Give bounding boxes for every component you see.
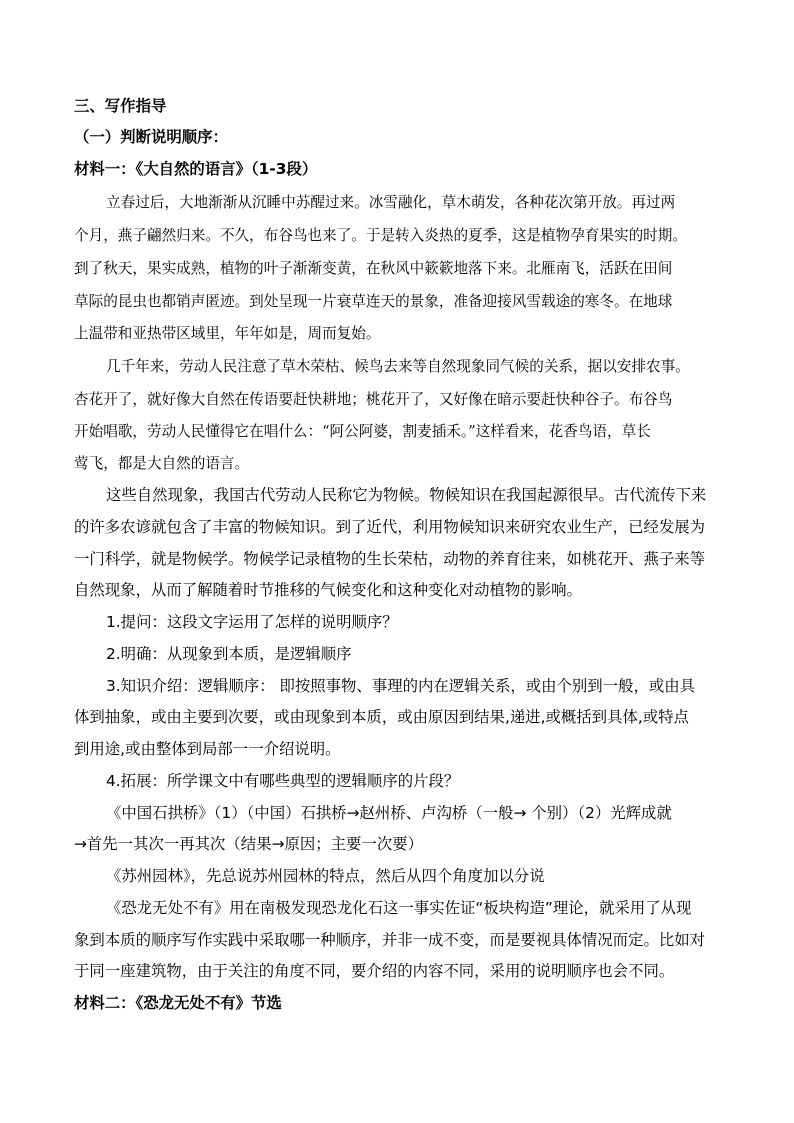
excerpt-p2-line: 开始唱歌，劳动人民懂得它在唱什么：“阿公阿婆，割麦插禾。”这样看来，花香鸟语，草长 <box>74 423 651 440</box>
excerpt-p1-line: 到了秋天，果实成熟，植物的叶子渐渐变黄，在秋风中簌簌地落下来。北雁南飞，活跃在田间 <box>74 260 673 277</box>
excerpt-p3-line: 的许多农谚就包含了丰富的物候知识。到了近代，利用物候知识来研究农业生产，已经发展为 <box>74 518 706 536</box>
question-3-line: 到用途,或由整体到局部一一介绍说明。 <box>74 740 341 758</box>
example-3-line: 于同一座建筑物，由于关注的角度不同，要介绍的内容不同，采用的说明顺序也会不同。 <box>74 962 675 980</box>
excerpt-p1-line: 草际的昆虫也都销声匿迹。到处呈现一片衰草连天的景象，准备迎接风雪载途的寒冬。在地球 <box>74 293 673 310</box>
subsection-heading: （一）判断说明顺序： <box>74 128 228 146</box>
question-3-line: 3.知识介绍：逻辑顺序： 即按照事物、事理的内在逻辑关系，或由个别到一般，或由具 <box>106 677 696 695</box>
example-3-line: 象到本质的顺序写作实践中采取哪一种顺序，并非一成不变，而是要视具体情况而定。比如对 <box>74 931 706 949</box>
excerpt-p2-line: 莺飞，都是大自然的语言。 <box>74 455 250 472</box>
excerpt-p1-line: 个月，燕子翩然归来。不久，布谷鸟也来了。于是转入炎热的夏季，这是植物孕育果实的时期。 <box>74 227 687 244</box>
example-3-line: 《恐龙无处不有》用在南极发现恐龙化石这一事实佐证“板块构造”理论，就采用了从现 <box>106 899 692 917</box>
excerpt-p3-line: 一门科学，就是物候学。物候学记录植物的生长荣枯，动物的养育往来，如桃花开、燕子来等 <box>74 550 706 568</box>
material-two-title: 材料二：《恐龙无处不有》节选 <box>74 994 282 1012</box>
example-1-line: 《中国石拱桥》（1）（中国）石拱桥→赵州桥、卢沟桥（一般→ 个别）（2）光辉成就 <box>106 804 672 822</box>
question-1: 1.提问：这段文字运用了怎样的说明顺序？ <box>106 613 398 631</box>
question-3-line: 体到抽象，或由主要到次要，或由现象到本质，或由原因到结果,递进,或概括到具体,或特点 <box>74 708 689 726</box>
excerpt-p3-line: 这些自然现象，我国古代劳动人民称它为物候。物候知识在我国起源很早。古代流传下来 <box>106 486 707 504</box>
question-2: 2.明确：从现象到本质，是逻辑顺序 <box>106 645 352 663</box>
example-2: 《苏州园林》，先总说苏州园林的特点，然后从四个角度加以分说 <box>106 867 545 885</box>
excerpt-p3-line: 自然现象，从而了解随着时节推移的气候变化和这种变化对动植物的影响。 <box>74 581 582 599</box>
section-heading: 三、写作指导 <box>74 97 167 115</box>
material-one-title: 材料一：《大自然的语言》（1-3段） <box>74 160 318 178</box>
example-1-line: →首先一其次一再其次（结果→原因；主要一次要） <box>74 835 423 853</box>
excerpt-p2-line: 几千年来，劳动人民注意了草木荣枯、候鸟去来等自然现象同气候的关系，据以安排农事。 <box>106 358 690 375</box>
excerpt-p1-line: 上温带和亚热带区域里，年年如是，周而复始。 <box>74 325 381 342</box>
question-4: 4.拓展：所学课文中有哪些典型的逻辑顺序的片段？ <box>106 772 460 790</box>
excerpt-p1-line: 立春过后，大地渐渐从沉睡中苏醒过来。冰雪融化，草木萌发，各种花次第开放。再过两 <box>106 194 676 211</box>
excerpt-p2-line: 杏花开了，就好像大自然在传语要赶快耕地；桃花开了，又好像在暗示要赶快种谷子。布谷鸟 <box>74 391 673 408</box>
